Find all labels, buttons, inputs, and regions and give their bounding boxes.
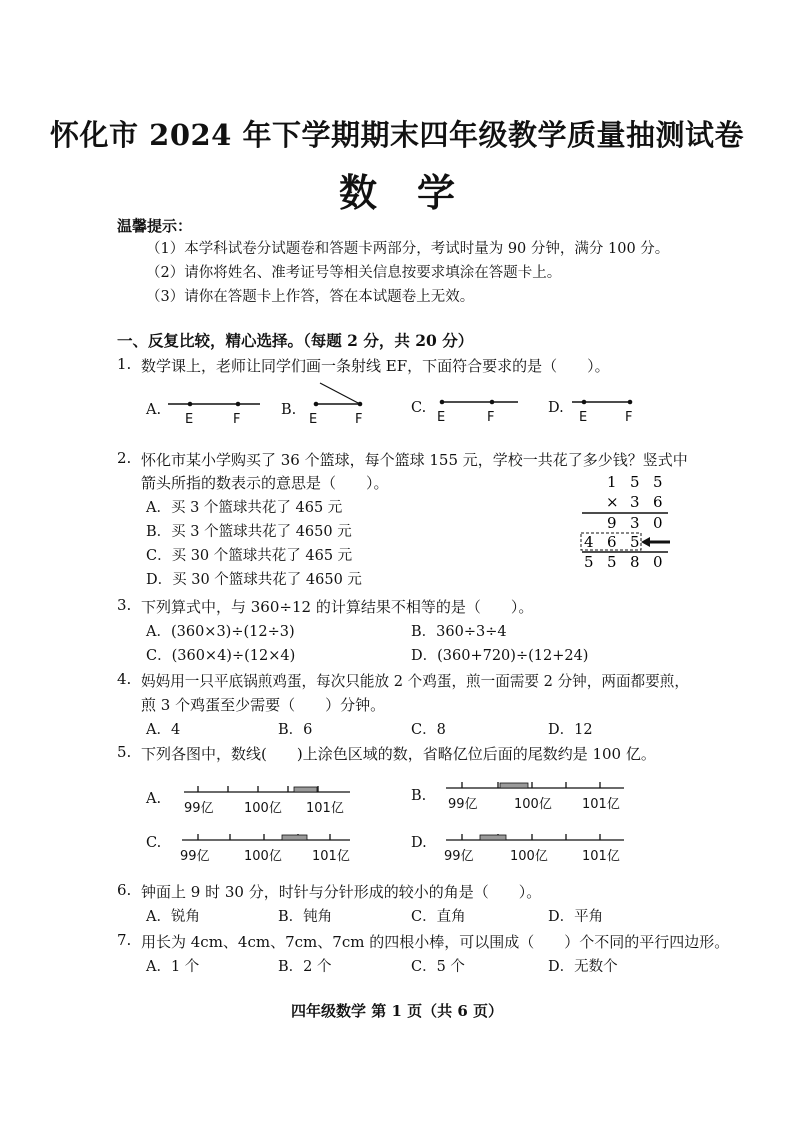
number-line-c <box>176 828 356 868</box>
tick-label: 100亿 <box>510 849 548 864</box>
option-label: D. <box>411 835 427 851</box>
option-text: A．4 <box>146 722 181 738</box>
shaded-region <box>294 787 317 792</box>
tick-label: 101亿 <box>582 797 620 812</box>
question-number: 5. <box>117 743 132 761</box>
point-f-label: F <box>233 412 241 427</box>
digit: 5 <box>584 553 594 571</box>
tick-label: 100亿 <box>244 849 282 864</box>
option-text: D．买 30 个篮球共花了 4650 元 <box>146 572 362 588</box>
option-text: C．(360×4)÷(12×4) <box>146 648 296 664</box>
digit: 5 <box>607 553 617 571</box>
question-text: 煎 3 个鸡蛋至少需要（ ）分钟。 <box>141 696 386 714</box>
point-e-label: E <box>185 412 194 427</box>
digit: 5 <box>630 473 640 491</box>
tip-item: （1）本学科试卷分试题卷和答题卡两部分，考试时量为 90 分钟，满分 100 分。 <box>146 241 670 257</box>
tick-label: 99亿 <box>448 797 478 812</box>
number-line-d <box>440 828 630 868</box>
ray-figure-b <box>300 380 380 430</box>
question-number: 2. <box>117 449 132 467</box>
option-text: D．无数个 <box>548 959 618 975</box>
number-line-a <box>178 780 358 820</box>
option-text: B．买 3 个篮球共花了 4650 元 <box>146 524 352 540</box>
digit: 5 <box>653 473 663 491</box>
tick-label: 99亿 <box>180 849 210 864</box>
number-line-b <box>440 776 630 816</box>
option-label: A. <box>146 791 162 807</box>
digit: 9 <box>607 514 617 532</box>
page-footer: 四年级数学 第 1 页（共 6 页） <box>291 1002 503 1020</box>
option-text: C．买 30 个篮球共花了 465 元 <box>146 548 353 564</box>
option-text: A．1 个 <box>146 959 200 975</box>
question-text: 妈妈用一只平底锅煎鸡蛋，每次只能放 2 个鸡蛋，煎一面需要 2 分钟，两面都要煎， <box>141 673 689 690</box>
digit: 3 <box>630 514 640 532</box>
digit: 0 <box>653 553 663 571</box>
digit: 1 <box>607 473 617 491</box>
question-number: 3. <box>117 596 132 614</box>
point-f-label: F <box>487 410 495 425</box>
question-number: 7. <box>117 931 132 949</box>
subject-title: 数学 <box>338 170 495 215</box>
shaded-region <box>480 835 506 840</box>
digit: 8 <box>630 553 640 571</box>
tick-label: 101亿 <box>312 849 350 864</box>
question-number: 4. <box>117 670 132 688</box>
digit: 4 <box>584 533 594 551</box>
digit: 0 <box>653 514 663 532</box>
times-sign: × <box>606 493 619 511</box>
tip-item: （3）请你在答题卡上作答，答在本试题卷上无效。 <box>146 289 475 305</box>
point-e-label: E <box>579 410 588 425</box>
option-label: C. <box>146 835 162 851</box>
point-e-label: E <box>437 410 446 425</box>
ray-figure-d <box>566 390 646 426</box>
option-text: C．8 <box>411 722 446 738</box>
vertical-multiplication <box>570 470 680 575</box>
option-text: A．买 3 个篮球共花了 465 元 <box>146 500 343 516</box>
option-text: C．直角 <box>411 909 466 925</box>
option-label: D. <box>548 400 564 416</box>
question-text: 用长为 4cm、4cm、7cm、7cm 的四根小棒，可以围成（ ）个不同的平行四边形。 <box>141 933 730 951</box>
section-heading: 一、反复比较，精心选择。（每题 2 分，共 20 分） <box>117 331 474 350</box>
point-e-label: E <box>309 412 318 427</box>
option-text: B．2 个 <box>278 959 332 975</box>
shaded-region <box>282 835 307 840</box>
digit: 5 <box>630 533 640 551</box>
tip-item: （2）请你将姓名、准考证号等相关信息按要求填涂在答题卡上。 <box>146 265 562 281</box>
question-text: 下列各图中，数线( )上涂色区域的数，省略亿位后面的尾数约是 100 亿。 <box>141 745 656 763</box>
question-number: 6. <box>117 881 132 899</box>
tick-label: 100亿 <box>514 797 552 812</box>
question-text: 钟面上 9 时 30 分，时针与分针形成的较小的角是（ ）。 <box>141 883 542 901</box>
point-f-label: F <box>355 412 363 427</box>
question-text: 怀化市某小学购买了 36 个篮球，每个篮球 155 元，学校一共花了多少钱？竖式中 <box>141 451 688 469</box>
tick-label: 99亿 <box>444 849 474 864</box>
tick-label: 100亿 <box>244 801 282 816</box>
option-text: A．锐角 <box>146 909 200 925</box>
option-text: D．平角 <box>548 909 604 925</box>
option-label: A. <box>146 402 162 418</box>
option-label: C. <box>411 400 427 416</box>
digit: 6 <box>653 493 663 511</box>
option-text: B．钝角 <box>278 909 333 925</box>
question-text: 下列算式中，与 360÷12 的计算结果不相等的是（ ）。 <box>141 598 534 616</box>
option-label: B. <box>281 402 297 418</box>
digit: 3 <box>630 493 640 511</box>
option-text: A．(360×3)÷(12÷3) <box>146 624 295 640</box>
option-text: B．6 <box>278 722 313 738</box>
tick-label: 101亿 <box>306 801 344 816</box>
option-text: C．5 个 <box>411 959 465 975</box>
question-text: 箭头所指的数表示的意思是（ ）。 <box>141 474 389 492</box>
option-label: B. <box>411 788 427 804</box>
ray-figure-c <box>428 390 528 426</box>
digit: 6 <box>607 533 617 551</box>
arrow-icon <box>641 537 650 547</box>
question-number: 1. <box>117 355 132 373</box>
ray-figure-a <box>164 392 264 428</box>
option-text: D．(360+720)÷(12+24) <box>411 648 589 664</box>
exam-title: 怀化市 2024 年下学期期末四年级教学质量抽测试卷 <box>50 118 744 152</box>
point-f-label: F <box>625 410 633 425</box>
tick-label: 101亿 <box>582 849 620 864</box>
question-text: 数学课上，老师让同学们画一条射线 EF，下面符合要求的是（ ）。 <box>141 357 610 375</box>
option-text: B．360÷3÷4 <box>411 624 507 640</box>
tips-heading: 温馨提示： <box>117 217 193 235</box>
option-text: D．12 <box>548 722 593 738</box>
shaded-region <box>500 783 528 788</box>
tick-label: 99亿 <box>184 801 214 816</box>
